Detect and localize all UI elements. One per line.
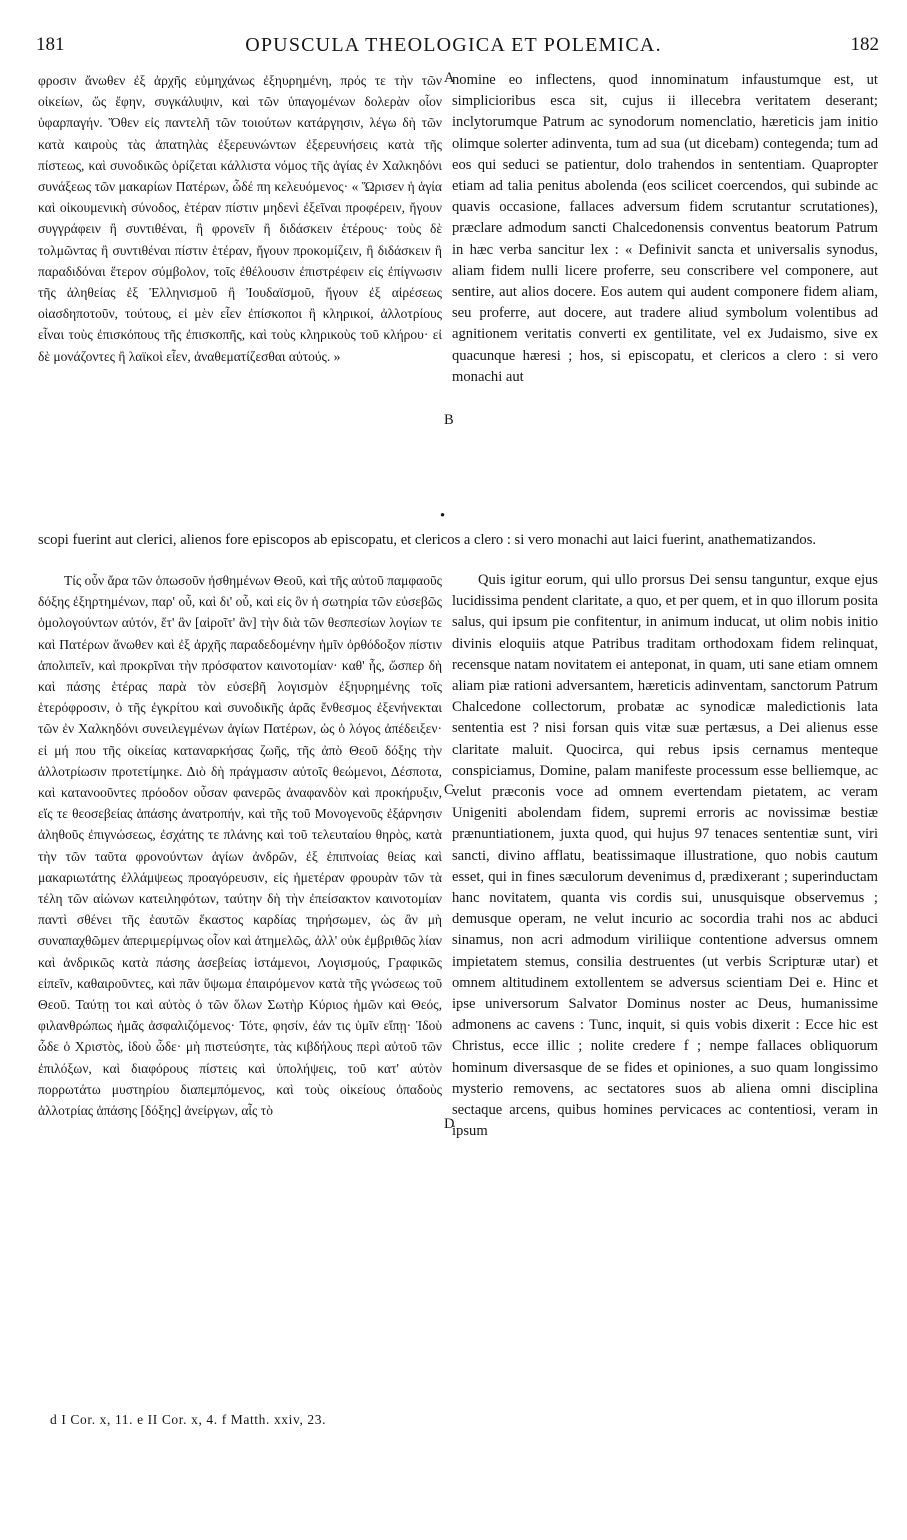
latin-continuation-line: scopi fuerint aut clerici, alienos fore episcopos ab episcopatu, et clericos a clero : si vero monachi aut laici fuerint, anathematizandos.: [38, 532, 817, 548]
greek-column-main: [38, 570, 442, 1121]
latin-paragraph-main: Quis igitur eorum, qui ullo prorsus Dei sensu tanguntur, exque ejus lucidissima pendent claritate, a quo, et per quem, et in quo illorum posita salus, qui ipsum pie confitentur, in animum inducat, ut olim nobis initio divinis eloquiis atque Patribus traditam orthodoxam fidem relinquat, recensque natam novitatem ei anteponat, in quam, uti sane etiam omnem aliam piæ rationi adversantem, hæreticis adinventam, sanctorum Patrum Chalcedone collectorum, probatæ ac synodicæ maledictionis lata sententia est ? nisi forsan quis vitæ suæ pertæsus, a Dei alienus esse claritate maluit. Quocirca, qui rebus ipsis cernamus menteque conspiciamus, Domine, palam manifeste processum esse belliemque, ac velut præconis voce ad omnem evertendam pietatem, ac veram Unigeniti abolendam fidem, supremi erroris ac novissimæ bestiæ prænuntiationem, juxta quod, qui hujus 97 tenaces sententiæ sunt, viri sancti, divino afflatu, beatissimaque illustratione, quo nobis cautum esset, qui in fines sæculorum devenimus d, prædixerant ; superinductam hanc novitatem, quanta vis cordis sui, unusquisque observemus ; demusque operam, ne velut incurio ac socordia trahi nos ac abduci sinamus, non acri admodum viriliique contentione adversus omnem impietatem stemus, consilia destruentes (ut verbis Scripturæ utar) et omnem altitudinem extollentem se adversus scientiam Dei e. Hinc et ipse universorum Salvator Dominus noster ac Deus, humanissime admonens ac cavens : Tunc, inquit, si quis vobis dixerit : Ecce hic est Christus, ecce illic ; nolite credere f ; nempe fallaces obliquorum hominum diversasque de se fides et opiniones, a suo quam longissimo mysterio removens, ac sectatores suos ab aliena omni disciplina sectaque arcens, quibus homines pervicaces ac contentiosi, veram in ipsum: [452, 572, 878, 1140]
margin-letter-c: C: [444, 782, 454, 798]
running-title: OPUSCULA THEOLOGICA ET POLEMICA.: [245, 34, 662, 56]
greek-column-top: [38, 70, 442, 367]
latin-paragraph-top: nomine eo inflectens, quod innominatum infaustumque est, ut simplicioribus esca sit, cujus ii illecebra veritatem deserant; inclytorumque Patrum ac synodorum nomenclatio, hæreticis jam initio olimque solerter adinventa, tum ad sua (ut dicebam) contegenda; tum ad eos qui seduci se patientur, dolo trahendos in sententiam. Quapropter etiam ad talia penitus abolenda (eos scilicet coercendos, qui subinde ac quavis occasione, fallaces adversum fidem scrutantur scrutationes), præclare admodum sancti Chalcedonensis conventus beatorum Patrum in hæc verba sancitur lex : « Definivit sancta et universalis synodus, aliam fidem nulli licere proferre, seu conscribere vel componere, aut sentire, aut alios docere. Eos autem qui audent componere fidem aliam, seu proferre, aut docere, aut tradere aliud symbolum volentibus ad agnitionem veritatis converti ex gentilitate, vel ex Judaismo, sive ex quacunque hæresi ; hos, si episcopatu, et clericos a clero : si vero monachi aut: [452, 72, 878, 385]
page-number: 181: [36, 34, 65, 55]
greek-paragraph-main: Τίς οὖν ἄρα τῶν ὁπωσοῦν ἠσθημένων Θεοῦ, καὶ τῆς αὐτοῦ παμφαοῦς δόξης ἐξηρτημένων, παρ' οὗ, καὶ δι' οὗ, καὶ εἰς ὃν ἡ σωτηρία τῶν εὐσεβῶς ὁμολογούντων αὐτόν, ἔτ' ἂν [αἱροῖτ' ἂν] τὴν διὰ τῶν θεσπεσίων λογίων τε καὶ Πατέρων ἄνωθεν καὶ ἐξ ἀρχῆς παραδεδομένην ἡμῖν ὀρθόδοξον πίστιν ἀπολιπεῖν, καὶ προκρῖναι τὴν πρόσφατον καινοτομίαν· καθ' ἧς, ὥσπερ δὴ καὶ πάσης ἑτέρας παρὰ τὸν εὐσεβῆ λογισμὸν ἐξηυρημένης τοῖς ἑτερόφροσιν, ὁ τῆς ἐγκρίτου καὶ συνοδικῆς ἀρᾶς ἔνθεσμος ἐξενήνεκται τῶν ἐν Χαλκηδόνι συνειλεγμένων ἁγίων Πατέρων, ὡς ὁ λόγος ἀπέδειξεν· εἰ μή που τῆς οἰκείας καταναρκήσας ζωῆς, τῆς ἀπὸ Θεοῦ δόξης τὴν ἀλλοτρίωσιν προτετίμηκε. Διὸ δὴ πράγμασιν αὐτοῖς θεώμενοι, Δέσποτα, καὶ κατανοοῦντες πρόοδον οὖσαν φανερῶς ἀναφανδὸν καὶ προκήρυξιν, εἴς τε θεοσεβείας ἁπάσης ἀνατροπήν, καὶ τῆς τοῦ Μονογενοῦς ἐξάρνησιν ἀληθοῦς ἐπιγνώσεως, ἐσχάτης τε πλάνης καὶ τοῦ τελευταίου θηρὸς, κατὰ τὴν τῶν ταῦτα φρονούντων ἁγίων ἀνδρῶν, ἐξ ἐπιπνοίας θείας καὶ μακαριωτάτης ἐλλάμψεως προαγόρευσιν, εἰς ἡμετέραν φρουρὰν τῶν τὰ τέλη τῶν αἰώνων κατειληφότων, ταύτην δὴ τὴν ἐπείσακτον καινοτομίαν παντὶ σθένει τῆς ἑαυτῶν ἕκαστος καρδίας τηρήσωμεν, ὡς ἂν μὴ συναπαχθῶμεν ἀπεριμερίμνως οἷον καὶ ἀτημελῶς, ἀλλ' οὐκ ἐμβριθῶς λίαν καὶ ἀνδρικῶς κατὰ πάσης ἀσεβείας ἱστάμενοι, Λογισμούς, Γραφικῶς εἰπεῖν, καθαιροῦντες, καὶ πᾶν ὕψωμα ἐπαιρόμενον κατὰ τῆς γνώσεως τοῦ Θεοῦ. Ταύτῃ τοι καὶ αὐτὸς ὁ τῶν ὅλων Σωτὴρ Κύριος ἡμῶν καὶ Θεός, φιλανθρώπως ἡμᾶς ἀσφαλιζόμενος· Τότε, φησίν, ἐάν τις ὑμῖν εἴπῃ· Ἰδοὺ ὧδε ὁ Χριστὸς, ἰδοὺ ὧδε· μὴ πιστεύσητε, τὰς κιβδήλους περὶ αὐτοῦ τῶν ἐπιλόξων, καὶ διαφόρους πίστεις καὶ ὑπολήψεις, τοῦ κατ' αὐτὸν πορρωτάτω μυστηρίου διαπεμπόμενος, καὶ τοὺς οἰκείους ὀπαδοὺς ἀλλοτρίας ἁπάσης [δόξης] ἀνείργων, αἷς τὸ: [38, 573, 442, 1119]
margin-star: •: [440, 508, 446, 524]
margin-letter-b: B: [444, 412, 454, 428]
footnotes: d I Cor. x, 11. e II Cor. x, 4. f Matth. xxiv, 23.: [50, 1412, 327, 1427]
page-header: [0, 34, 907, 62]
right-number: 182: [850, 34, 879, 55]
margin-letter-a: A: [444, 70, 455, 86]
full-width-continuation: [38, 530, 878, 551]
latin-column-top: [452, 70, 878, 388]
latin-column-main: [452, 570, 878, 1142]
greek-paragraph-top: φροσιν ἄνωθεν ἐξ ἀρχῆς εὐμηχάνως ἐξηυρημένη, πρός τε τὴν τῶν οἰκείων, ὥς ἔφην, συγκάλυψιν, καὶ τῶν ὑπαγομένων δολερὰν οἷον ὑφαρπαγήν. Ὅθεν εἰς παντελῆ τῶν τοιούτων κατάργησιν, λέγω δὴ τῶν κατὰ καιροὺς τὰς ἀπατηλὰς ἐξερευνώντων ἐξερευνήσεις κατὰ τῆς πίστεως, καὶ συνοδικῶς ὁρίζεται κάλλιστα νόμος τῆς ἁγίας ἐν Χαλκηδόνι συνάξεως τῶν μακαρίων Πατέρων, ὧδέ πη κελευόμενος· « Ὥρισεν ἡ ἁγία καὶ οἰκουμενικὴ σύνοδος, ἑτέραν πίστιν μηδενὶ ἐξεῖναι προφέρειν, ἤγουν συγγράφειν ἢ συντιθέναι, ἢ φρονεῖν ἢ διδάσκειν ἑτέρους· τοὺς δὲ τολμῶντας ἢ συντιθέναι πίστιν ἑτέραν, ἤγουν προκομίζειν, ἢ διδάσκειν ἢ παραδιδόναι ἕτερον σύμβολον, τοῖς ἐθέλουσιν ἐπιστρέφειν εἰς ἐπίγνωσιν τῆς ἀληθείας ἐξ Ἑλληνισμοῦ ἢ Ἰουδαϊσμοῦ, ἤγουν ἐξ αἱρέσεως οἱασδηποτοῦν, τούτους, εἰ μὲν εἶεν ἐπίσκοποι ἢ κληρικοί, ἀλλοτρίους εἶναι τοὺς ἐπισκόπους τῆς ἐπισκοπῆς, καὶ τοὺς κληρικοὺς τοῦ κλήρου· εἰ δὲ μονάζοντες ἢ λαϊκοὶ εἶεν, ἀναθεματίζεσθαι αὐτούς. »: [38, 73, 442, 364]
margin-letter-d: D: [444, 1116, 455, 1132]
